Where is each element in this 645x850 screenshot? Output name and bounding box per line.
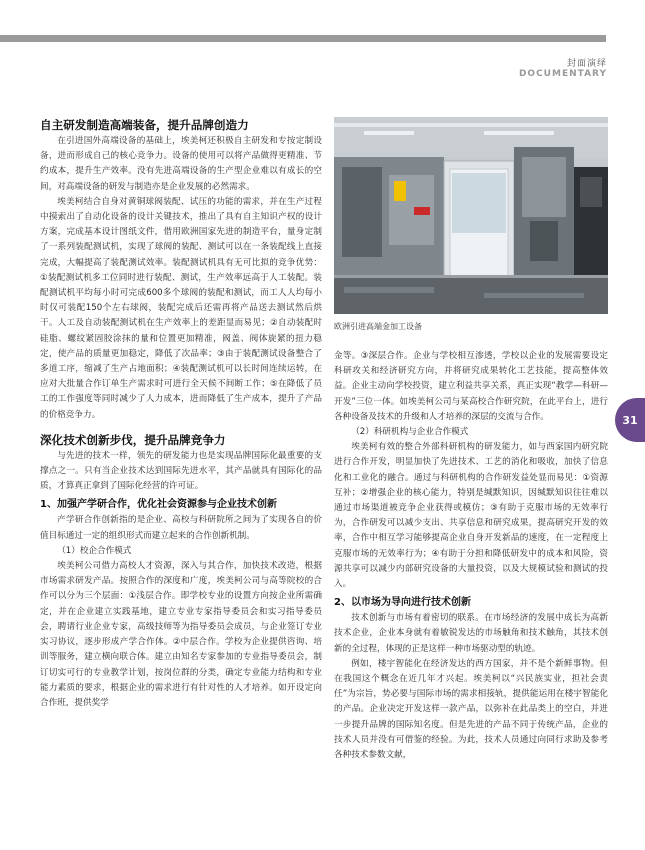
section-title-en: DOCUMENTARY [518,69,607,79]
paragraph: 与先进的技术一样，领先的研发能力也是实现品牌国际化最重要的支撑点之一。只有当企业技术达到国际先进水平，其产品就具有国际化的品质，才算真正拿到了国际化经营的许可证。 [40,450,322,492]
heading-equipment: 自主研发制造高端装备，提升品牌创造力 [40,118,249,132]
right-column [334,349,608,763]
subheading-school-enterprise: （1）校企合作模式 [57,545,132,556]
left-column [40,116,322,711]
page-number: 31 [622,413,638,427]
photo-caption: 欧洲引进高端金加工设备 [334,322,422,331]
section-title: 封面演绎 [566,59,607,69]
subheading-industry-research: 1、加强产学研合作，优化社会资源参与企业技术创新 [40,499,277,511]
subheading-market-oriented: 2、以市场为导向进行技术创新 [334,597,471,609]
paragraph: 例如，楼宇智能化在经济发达的西方国家，并不是个新鲜事物。但在我国这个概念在近几年才兴起。埃美柯以“兴民族实业，担社会责任”为宗旨，势必要与国际市场的需求相接轨，提供能运用在楼宇智能化的产品。企业决定开发这样一款产品，以弥补在此品类上的空白，并进一步提升品牌的国际知名度。但是先进的产品不同于传统产品，企业的技术人员并没有可借鉴的经验。为此，技术人员通过向同行求助及参考各种技术参数文献， [334,658,608,761]
paragraph: 在引进国外高端设备的基础上，埃美柯还积极自主研发和专按定制设备，进而形成自己的核心竞争力。设备的使用可以将产品做得更精准、节约成本，提升生产效率。没有先进高端设备的生产型企业难以有成长的空间，对高端设备的研发与制造亦是企业发展的必然需求。 [40,136,322,192]
paragraph: 技术创新与市场有着密切的联系。在市场经济的发展中成长为高新技术企业，企业本身就有着敏锐发达的市场触角和技术触角，其技术创新的全过程，体现的正是这样一种市场驱动型的轨迹。 [334,613,608,654]
top-rule [0,35,606,42]
paragraph: 埃美柯结合自身对黄铜球阀装配、试压的功能的需求，并在生产过程中摸索出了自动化设备的设计关键技术，推出了具有自主知识产权的设计方案，完成基本设计图纸文件，借用欧洲国家先进的制造平台，量身定制了一系列装配测试机，实现了球阀的装配、测试可以在一条装配线上直接完成，大幅提高了装配测试效率。装配测试机具有无可比拟的竞争优势：①装配测试机多工位同时进行装配、测试，生产效率远高于人工装配。装配测试机平均每小时可完成600多个球阀的装配和测试，而工人人均每小时仅可装配150个左右球阀，装配完成后还需再将产品送去测试然后烘干。人工及自动装配测试机在生产效率上的差距显而易见；②自动装配时硅脂、螺纹紧固胶涂抹的量和位置更加精准，阀盖、阀体旋紧的扭力稳定，使产品的质量更加稳定，降低了次品率；③由于装配测试设备整合了多道工序，缩减了生产占地面积；④装配测试机可以长时间连续运转，在应对大批量合作订单生产需求时可进行全天候不间断工作；⑤在降低了员工的工作强度等同时减少了人力成本，进而降低了生产成本，提升了产品的价格竞争力。 [40,196,322,420]
paragraph: 埃美柯有效的整合外部科研机构的研发能力，如与西家国内研究院进行合作开发，明显加快了先进技术、工艺的消化和吸收，加快了信息化和工业化的融合。通过与科研机构的合作研发益处显而易见：①资源互补；②增强企业的核心能力，特别是缄默知识，因缄默知识往往难以通过市场渠道被竞争企业获得或模仿；③有助于克服市场的无效率行为，合作研发可以减少支出、共享信息和研究成果，提高研究开发的效率，合作中相互学习能够提高企业自身开发新品的速度，在一定程度上克服市场的无效率行为；④有助于分担和降低研发中的成本和风险，资源共享可以减少内部研究设备的大量投资，以及大规模试验和测试的投入。 [334,442,608,590]
page-number-tab [615,398,645,442]
heading-innovation: 深化技术创新步伐，提升品牌竞争力 [40,432,226,447]
paragraph: 金等。③深层合作。企业与学校相互渗透，学校以企业的发展需要设定科研攻关和经济研究方向，并将研究成果转化工艺技能，提高整体效益。企业主动向学校投资，建立利益共享关系，真正实现“教学—科研—开发”三位一体。如埃美柯公司与某高校合作研究院，在此平台上，进行各种设备及技术的升级和人才培养的深层的交流与合作。 [334,351,608,422]
machine-illustration [334,117,608,314]
factory-machine-photo [334,117,608,314]
subheading-research-institute: （2）科研机构与企业合作模式 [351,427,469,438]
paragraph: 埃美柯公司借力高校人才资源，深入与其合作，加快技术改造，根据市场需求研发产品。按照合作的深度和广度，埃美柯公司与高等院校的合作可以分为三个层面：①浅层合作。即学校专业的设置方向按企业所需确定，并在企业建立实践基地，建立专业专家指导委员会和实习指导委员会，聘请行业企业专家，高级技师等为指导委员会成员，与企业签订专业实习协议，逐步形成产学合作体。②中层合作。学校为企业提供咨询、培训等服务，建立横向联合体。建立由知名专家参加的专业指导委员会，制订切实可行的专业教学计划，按岗位群的分类，确定专业能力结构和专业能力素质的要求，根据企业的需求进行有针对性的人才培养。如开设定向合作班，提供奖学 [40,561,322,708]
paragraph: 产学研合作创新指的是企业、高校与科研院所之间为了实现各自的价值目标通过一定的组织形式而建立起来的合作创新机制。 [40,515,322,541]
